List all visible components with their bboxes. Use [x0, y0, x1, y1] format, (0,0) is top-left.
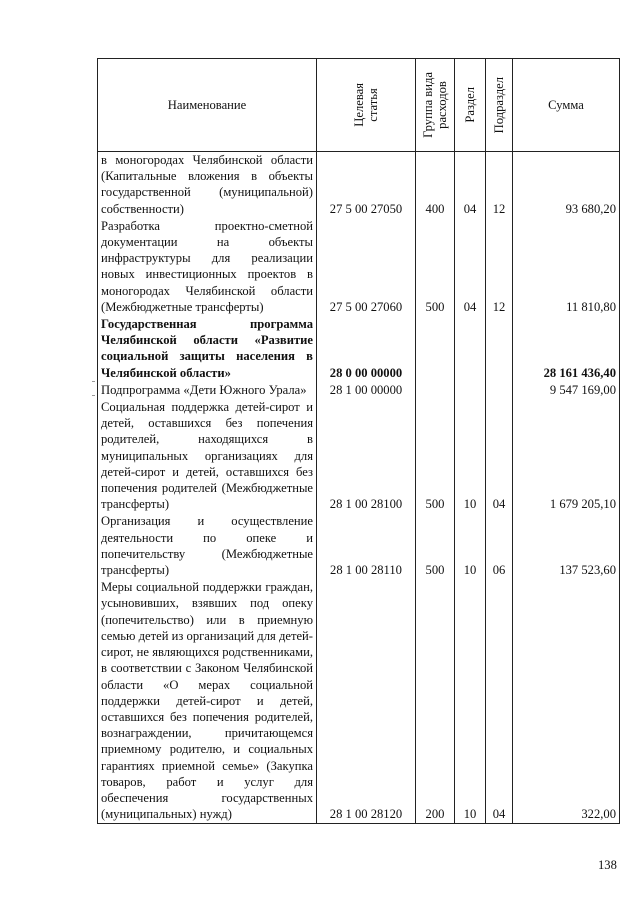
row-sum: 9 547 169,00: [513, 382, 620, 399]
table-row: [98, 579, 620, 824]
table-row: [98, 218, 620, 316]
row-name: Организация и осуществление деятельности по опеке и попечительству (Межбюджетные трансферты): [98, 513, 317, 579]
header-subsection: [486, 59, 513, 152]
table-row: [98, 382, 620, 399]
row-group: 500: [416, 218, 455, 316]
row-group: [416, 382, 455, 399]
row-name: Подпрограмма «Дети Южного Урала»: [98, 382, 317, 399]
row-name: Разработка проектно-сметной документации на объекты инфраструктуры для реализации новых инвестиционных проектов в моногородах Челябинской области (Межбюджетные трансферты): [98, 218, 317, 316]
table-row: [98, 513, 620, 579]
row-subsection: [486, 382, 513, 399]
header-name: [98, 59, 317, 152]
table-row: [98, 316, 620, 382]
table-body: [98, 152, 620, 824]
budget-table: [97, 58, 620, 824]
row-section: 10: [455, 513, 486, 579]
header-target: [317, 59, 416, 152]
row-group: 400: [416, 152, 455, 218]
row-group: 500: [416, 399, 455, 513]
row-section: [455, 382, 486, 399]
row-target-code: 27 5 00 27060: [317, 218, 416, 316]
row-subsection: 12: [486, 218, 513, 316]
row-target-code: 28 0 00 00000: [317, 316, 416, 382]
row-subsection: 06: [486, 513, 513, 579]
row-sum: 137 523,60: [513, 513, 620, 579]
row-sum: 11 810,80: [513, 218, 620, 316]
row-section: 04: [455, 218, 486, 316]
row-name: Государственная программа Челябинской области «Развитие социальной защиты населения в Челябинской области»: [98, 316, 317, 382]
table-row: [98, 399, 620, 513]
row-target-code: 27 5 00 27050: [317, 152, 416, 218]
header-section-text: Раздел: [463, 87, 477, 123]
margin-mark: [92, 381, 95, 382]
row-subsection: [486, 316, 513, 382]
header-subsection-text: Подраздел: [492, 76, 506, 134]
row-name: Социальная поддержка детей-сирот и детей, оставшихся без попечения родителей, находящихся в муниципальных организациях для детей-сирот и детей, оставшихся без попечения родителей (Межбюджетные трансферты): [98, 399, 317, 513]
header-group-text: Группа вида расходов: [421, 72, 449, 138]
header-sum-text: Сумма: [548, 97, 584, 112]
row-section: 10: [455, 399, 486, 513]
row-section: [455, 316, 486, 382]
row-target-code: 28 1 00 28100: [317, 399, 416, 513]
row-target-code: 28 1 00 00000: [317, 382, 416, 399]
header-group: [416, 59, 455, 152]
row-sum: 28 161 436,40: [513, 316, 620, 382]
row-group: 200: [416, 579, 455, 824]
page-number: 138: [598, 858, 617, 872]
row-name: в моногородах Челябинской области (Капитальные вложения в объекты государственной (муниципальной) собственности): [98, 152, 317, 218]
header-sum: [513, 59, 620, 152]
margin-mark: [92, 395, 95, 396]
row-sum: 322,00: [513, 579, 620, 824]
table-header-row: [98, 59, 620, 152]
table-row: [98, 152, 620, 218]
row-sum: 1 679 205,10: [513, 399, 620, 513]
row-target-code: 28 1 00 28120: [317, 579, 416, 824]
row-group: 500: [416, 513, 455, 579]
row-subsection: 04: [486, 579, 513, 824]
row-group: [416, 316, 455, 382]
row-section: 04: [455, 152, 486, 218]
row-sum: 93 680,20: [513, 152, 620, 218]
header-name-text: Наименование: [167, 97, 247, 112]
row-name: Меры социальной поддержки граждан, усыновивших, взявших под опеку (попечительство) или в приемную семью детей из организаций для детей-сирот, не являющихся родственниками, в соответствии с Законом Челябинской области «О мерах социальной поддержки детей-сирот и детей, оставшихся без попечения родителей, вознаграждении, причитающемся приемному родителю, и социальных гарантиях приемной семье» (Закупка товаров, работ и услуг для обеспечения государственных (муниципальных) нужд): [98, 579, 317, 824]
row-target-code: 28 1 00 28110: [317, 513, 416, 579]
row-subsection: 04: [486, 399, 513, 513]
row-section: 10: [455, 579, 486, 824]
row-subsection: 12: [486, 152, 513, 218]
header-target-text: Целевая статья: [352, 83, 380, 127]
header-section: [455, 59, 486, 152]
